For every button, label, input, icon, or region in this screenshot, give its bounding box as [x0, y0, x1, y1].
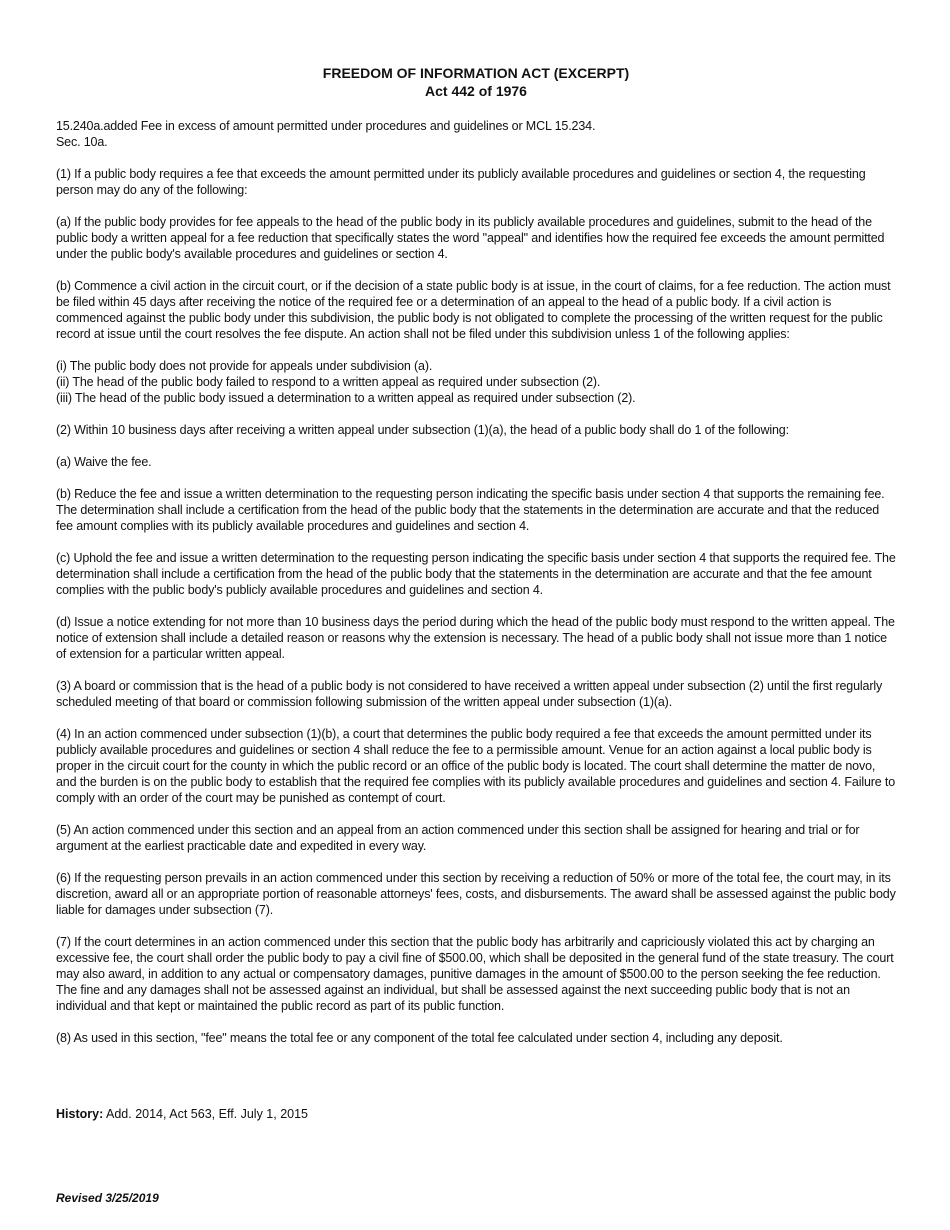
document-title: FREEDOM OF INFORMATION ACT (EXCERPT) [322, 65, 630, 81]
paragraph-2b: (b) Reduce the fee and issue a written determination to the requesting person indicating the specific basis under section 4 that supports the remaining fee. The determination shall include a certification from the head of the public body that the statements in the determination are accurate and that the reduced fee amount complies with its publicly available procedures and guidelines and section 4. [56, 487, 885, 533]
history-text: Add. 2014, Act 563, Eff. July 1, 2015 [103, 1107, 309, 1121]
paragraph-8: (8) As used in this section, "fee" means the total fee or any component of the total fee calculated under section 4, including any deposit. [56, 1031, 783, 1045]
paragraph-6: (6) If the requesting person prevails in an action commenced under this section by receiving a reduction of 50% or more of the total fee, the court may, in its discretion, award all or an appropriate portion of reasonable attorneys' fees, costs, and disbursements. The award shall be assessed against the public body liable for damages under subsection (7). [56, 871, 896, 917]
paragraph-1a: (a) If the public body provides for fee appeals to the head of the public body in its publicly available procedures and guidelines, submit to the head of the public body a written appeal for a fee reduction that specifically states the word "appeal" and identifies how the required fee exceeds the amount permitted under the public body's available procedures and guidelines or section 4. [56, 215, 885, 261]
section-number: Sec. 10a. [56, 135, 108, 149]
paragraph-1b-ii: (ii) The head of the public body failed to respond to a written appeal as required under subsection (2). [56, 375, 601, 389]
paragraph-3: (3) A board or commission that is the head of a public body is not considered to have received a written appeal under subsection (2) until the first regularly scheduled meeting of that board or commission following submission of the written appeal under subsection (1)(a). [56, 679, 883, 709]
document-page [56, 64, 896, 1062]
section-heading [56, 118, 896, 150]
paragraph-2: (2) Within 10 business days after receiving a written appeal under subsection (1)(a), the head of a public body shall do 1 of the following: [56, 423, 789, 437]
paragraph-2d: (d) Issue a notice extending for not more than 10 business days the period during which the head of the public body must respond to the written appeal. The notice of extension shall include a detailed reason or reasons why the extension is necessary. The head of a public body shall not issue more than 1 notice of extension for a particular written appeal. [56, 615, 895, 661]
history-label: History: [56, 1107, 104, 1121]
revised-date: Revised 3/25/2019 [56, 1191, 159, 1205]
paragraph-1b-i: (i) The public body does not provide for appeals under subdivision (a). [56, 359, 433, 373]
paragraph-4: (4) In an action commenced under subsection (1)(b), a court that determines the public body required a fee that exceeds the amount permitted under its publicly available procedures and guidelines or section 4 shall reduce the fee to a permissible amount. Venue for an action against a local public body is proper in the circuit court for the county in which the public record or an office of the public body is located. The court shall determine the matter de novo, and the burden is on the public body to establish that the required fee complies with its publicly available procedures and guidelines and section 4. Failure to comply with an order of the court may be punished as contempt of court. [56, 727, 896, 805]
paragraph-1: (1) If a public body requires a fee that exceeds the amount permitted under its publicly available procedures and guidelines or section 4, the requesting person may do any of the following: [56, 167, 866, 197]
subparagraph-list [56, 358, 896, 406]
paragraph-2a: (a) Waive the fee. [56, 455, 152, 469]
paragraph-2c: (c) Uphold the fee and issue a written determination to the requesting person indicating the specific basis under section 4 that supports the required fee. The determination shall include a certification from the head of the public body that the statements in the determination are accurate and that the fee amount complies with the public body's publicly available procedures and guidelines and section 4. [56, 551, 896, 597]
paragraph-1b-iii: (iii) The head of the public body issued a determination to a written appeal as required under subsection (2). [56, 391, 636, 405]
document-body [56, 118, 896, 1046]
paragraph-7: (7) If the court determines in an action commenced under this section that the public body has arbitrarily and capriciously violated this act by charging an excessive fee, the court shall order the public body to pay a civil fine of $500.00, which shall be deposited in the general fund of the state treasury. The court may also award, in addition to any actual or compensatory damages, punitive damages in the amount of $500.00 to the person seeking the fee reduction. The fine and any damages shall not be assessed against an individual, but shall be assessed against the next succeeding public body that is not an individual and that kept or maintained the public record as part of its public function. [56, 935, 894, 1013]
document-subtitle: Act 442 of 1976 [425, 83, 527, 99]
history-note [56, 1106, 308, 1122]
section-catchline: 15.240a.added Fee in excess of amount permitted under procedures and guidelines or MCL 15.234. [56, 119, 596, 133]
paragraph-5: (5) An action commenced under this section and an appeal from an action commenced under this section shall be assigned for hearing and trial or for argument at the earliest practicable date and expedited in every way. [56, 823, 860, 853]
paragraph-1b: (b) Commence a civil action in the circuit court, or if the decision of a state public body is at issue, in the court of claims, for a fee reduction. The action must be filed within 45 days after receiving the notice of the required fee or a determination of an appeal to the head of a public body. If a civil action is commenced against the public body under this subdivision, the public body is not obligated to complete the processing of the written request for the public record at issue until the court resolves the fee dispute. An action shall not be filed under this subdivision unless 1 of the following applies: [56, 279, 891, 341]
